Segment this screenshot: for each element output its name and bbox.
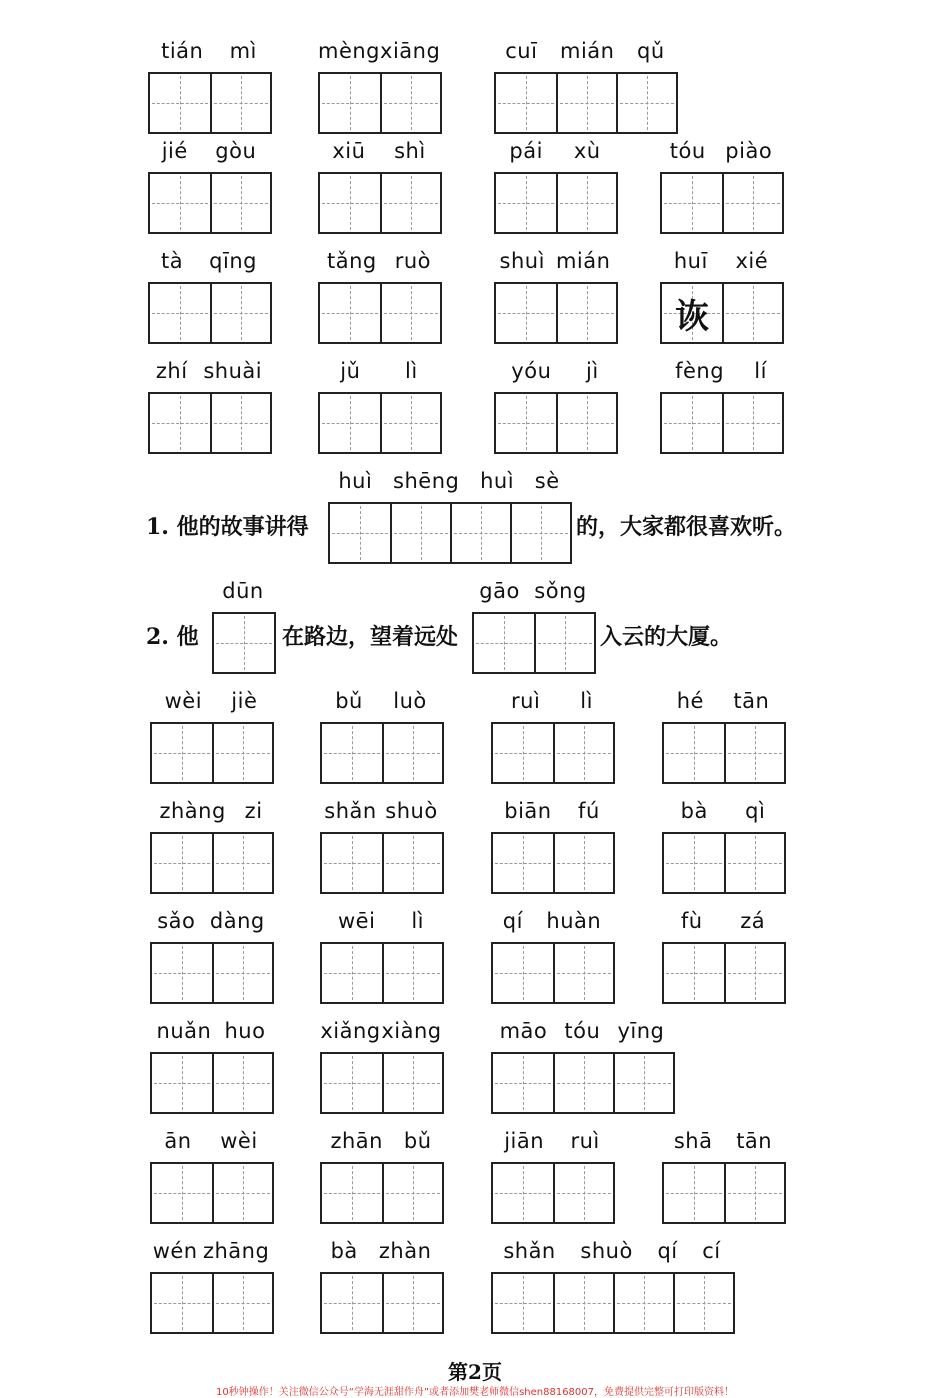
pinyin <box>660 356 782 386</box>
pinyin <box>148 246 270 276</box>
tianzige-cell[interactable] <box>724 944 784 1002</box>
pinyin-syllable: tóu <box>564 1019 601 1043</box>
pinyin-syllable: tān <box>736 1129 773 1153</box>
tianzige-grid <box>660 392 784 454</box>
pinyin-syllable: tǎng <box>326 249 377 273</box>
pinyin-syllable: wèi <box>164 689 203 713</box>
pinyin <box>148 36 270 66</box>
tianzige-cell[interactable] <box>724 834 784 892</box>
pinyin-syllable: sǒng <box>534 579 587 603</box>
pinyin <box>150 1126 272 1156</box>
pinyin-syllable: gāo <box>479 579 520 603</box>
tianzige-cell[interactable] <box>664 834 724 892</box>
pinyin-syllable: xù <box>573 139 601 163</box>
pinyin-syllable: tān <box>733 689 770 713</box>
footer-note: 10秒钟操作！关注微信公众号“学海无涯甜作舟”或者添加樊老师微信shen88168007，免费提供完整可打印版资料！ <box>215 1387 735 1398</box>
tianzige-grid <box>662 942 786 1004</box>
pinyin <box>660 136 782 166</box>
pinyin-syllable: tà <box>161 249 184 273</box>
pinyin-syllable: xiǎng <box>320 1019 381 1043</box>
pinyin-syllable: lì <box>405 359 418 383</box>
tianzige-cell[interactable] <box>212 944 272 1002</box>
tianzige-cell[interactable] <box>212 724 272 782</box>
pinyin-syllable: hé <box>676 689 704 713</box>
tianzige-cell[interactable] <box>613 1274 673 1332</box>
tianzige-grid <box>320 942 444 1004</box>
tianzige-cell[interactable] <box>380 174 440 232</box>
tianzige-cell[interactable] <box>152 834 212 892</box>
tianzige-grid <box>150 1052 274 1114</box>
word-item <box>150 1016 272 1116</box>
tianzige-cell[interactable] <box>510 504 570 562</box>
pinyin <box>494 36 676 66</box>
tianzige-cell[interactable] <box>322 1274 382 1332</box>
pinyin-syllable: qǔ <box>637 39 665 63</box>
tianzige-grid <box>148 392 272 454</box>
tianzige-cell[interactable] <box>150 394 210 452</box>
tianzige-cell[interactable] <box>322 944 382 1002</box>
tianzige-grid <box>318 172 442 234</box>
tianzige-grid <box>660 282 784 344</box>
pinyin-syllable: wēi <box>337 909 376 933</box>
tianzige-cell[interactable] <box>320 174 380 232</box>
sentence-text: 的，大家都很喜欢听。 <box>576 514 797 540</box>
word-item <box>494 36 676 136</box>
word-item <box>472 576 594 676</box>
tianzige-cell[interactable] <box>322 1054 382 1112</box>
pinyin-syllable: jǔ <box>340 359 361 383</box>
pinyin-syllable: huì <box>338 469 373 493</box>
tianzige-cell[interactable] <box>722 284 782 342</box>
pinyin <box>494 356 616 386</box>
tianzige-cell[interactable] <box>380 284 440 342</box>
tianzige-cell[interactable] <box>320 284 380 342</box>
pinyin-syllable: mì <box>229 39 257 63</box>
word-item <box>148 356 270 456</box>
tianzige-grid <box>212 612 276 674</box>
tianzige-cell[interactable] <box>553 1274 613 1332</box>
pinyin-syllable: pái <box>509 139 543 163</box>
tianzige-cell[interactable] <box>212 1274 272 1332</box>
pinyin <box>491 1016 673 1046</box>
word-item <box>660 136 782 236</box>
pinyin-syllable: zhàng <box>159 799 226 823</box>
pinyin-syllable: sǎo <box>157 909 196 933</box>
pinyin-syllable: shā <box>673 1129 713 1153</box>
pinyin <box>662 686 784 716</box>
tianzige-cell[interactable] <box>212 834 272 892</box>
tianzige-cell[interactable] <box>534 614 594 672</box>
sentence-text: 入云的大厦。 <box>600 624 733 650</box>
pinyin-syllable: shǎn <box>503 1239 556 1263</box>
tianzige-cell[interactable] <box>496 284 556 342</box>
pinyin-syllable: lì <box>411 909 425 933</box>
pinyin-syllable: ruò <box>394 249 431 273</box>
pinyin <box>320 686 442 716</box>
tianzige-cell[interactable] <box>322 1164 382 1222</box>
pinyin <box>148 136 270 166</box>
pinyin <box>472 576 594 606</box>
tianzige-grid <box>150 722 274 784</box>
tianzige-cell[interactable] <box>322 834 382 892</box>
word-item <box>662 686 784 786</box>
pinyin <box>320 1016 442 1046</box>
pinyin-syllable: bǔ <box>335 689 363 713</box>
tianzige-cell[interactable] <box>556 74 616 132</box>
tianzige-cell[interactable] <box>496 394 556 452</box>
tianzige-grid <box>148 72 272 134</box>
word-item <box>320 796 442 896</box>
tianzige-cell[interactable] <box>382 834 442 892</box>
filled-character: 诙 <box>675 296 709 337</box>
tianzige-cell[interactable] <box>210 174 270 232</box>
tianzige-grid <box>494 392 618 454</box>
pinyin-syllable: qí <box>657 1239 678 1263</box>
pinyin-syllable: xiàng <box>381 1019 442 1043</box>
pinyin <box>212 576 274 606</box>
tianzige-cell[interactable] <box>212 1164 272 1222</box>
pinyin <box>320 796 442 826</box>
word-item <box>150 796 272 896</box>
pinyin-syllable: qí <box>502 909 523 933</box>
tianzige-cell[interactable] <box>493 1054 553 1112</box>
tianzige-grid <box>494 72 678 134</box>
pinyin-syllable: huo <box>224 1019 266 1043</box>
pinyin <box>148 356 270 386</box>
sentence-text: 2. 他 <box>146 624 199 650</box>
pinyin <box>328 466 570 496</box>
word-item <box>150 906 272 1006</box>
tianzige-grid <box>320 832 444 894</box>
pinyin <box>318 246 440 276</box>
tianzige-cell[interactable] <box>724 1164 784 1222</box>
tianzige-cell[interactable] <box>664 1164 724 1222</box>
pinyin-syllable: shuì <box>499 249 545 273</box>
tianzige-grid <box>491 1272 735 1334</box>
word-item <box>318 36 440 136</box>
tianzige-grid <box>318 72 442 134</box>
pinyin <box>662 906 784 936</box>
tianzige-cell[interactable] <box>152 1164 212 1222</box>
pinyin-syllable: jì <box>586 359 599 383</box>
word-item <box>212 576 274 676</box>
tianzige-grid <box>150 942 274 1004</box>
tianzige-cell[interactable] <box>474 614 534 672</box>
word-item <box>491 1236 733 1336</box>
word-item <box>494 246 616 346</box>
pinyin <box>494 136 616 166</box>
tianzige-grid <box>320 1162 444 1224</box>
tianzige-cell[interactable] <box>152 1274 212 1332</box>
tianzige-cell[interactable] <box>493 724 553 782</box>
tianzige-cell[interactable] <box>722 394 782 452</box>
pinyin <box>150 796 272 826</box>
pinyin-syllable: shǎn <box>324 799 377 823</box>
pinyin-syllable: qīng <box>209 249 257 273</box>
pinyin-syllable: xiū <box>332 139 366 163</box>
word-item <box>491 906 613 1006</box>
pinyin-syllable: zhāng <box>202 1239 270 1263</box>
word-item <box>150 1236 272 1336</box>
tianzige-grid <box>320 722 444 784</box>
word-item <box>660 246 782 346</box>
word-item <box>320 1126 442 1226</box>
tianzige-grid <box>491 942 615 1004</box>
tianzige-cell[interactable] <box>496 74 556 132</box>
tianzige-cell[interactable] <box>496 174 556 232</box>
tianzige-cell[interactable] <box>556 174 616 232</box>
tianzige-cell[interactable] <box>152 944 212 1002</box>
pinyin <box>150 1016 272 1046</box>
tianzige-cell[interactable] <box>662 284 722 342</box>
tianzige-cell[interactable] <box>553 834 613 892</box>
tianzige-cell[interactable] <box>493 834 553 892</box>
tianzige-grid <box>491 722 615 784</box>
pinyin <box>494 246 616 276</box>
pinyin-syllable: biān <box>504 799 552 823</box>
word-item <box>491 1126 613 1226</box>
pinyin-syllable: sè <box>534 469 560 493</box>
tianzige-cell[interactable] <box>613 1054 673 1112</box>
pinyin <box>320 906 442 936</box>
tianzige-cell[interactable] <box>664 724 724 782</box>
pinyin <box>320 1126 442 1156</box>
word-item <box>318 356 440 456</box>
pinyin-syllable: tián <box>161 39 204 63</box>
tianzige-grid <box>472 612 596 674</box>
tianzige-cell[interactable] <box>664 944 724 1002</box>
pinyin-syllable: shuò <box>580 1239 633 1263</box>
tianzige-cell[interactable] <box>382 944 442 1002</box>
tianzige-grid <box>494 172 618 234</box>
word-item <box>148 246 270 346</box>
tianzige-cell[interactable] <box>210 74 270 132</box>
pinyin <box>662 796 784 826</box>
tianzige-grid <box>318 282 442 344</box>
tianzige-cell[interactable] <box>320 394 380 452</box>
tianzige-cell[interactable] <box>616 74 676 132</box>
tianzige-grid <box>494 282 618 344</box>
pinyin-syllable: nuǎn <box>156 1019 212 1043</box>
tianzige-cell[interactable] <box>553 1164 613 1222</box>
tianzige-cell[interactable] <box>673 1274 733 1332</box>
pinyin-syllable: mèng <box>318 39 381 63</box>
tianzige-cell[interactable] <box>382 1164 442 1222</box>
pinyin-syllable: zhān <box>330 1129 383 1153</box>
pinyin-syllable: dūn <box>222 579 264 603</box>
pinyin-syllable: cuī <box>505 39 538 63</box>
pinyin-syllable: shuò <box>385 799 438 823</box>
word-item <box>491 796 613 896</box>
pinyin-syllable: huì <box>480 469 515 493</box>
tianzige-cell[interactable] <box>556 394 616 452</box>
tianzige-cell[interactable] <box>553 1054 613 1112</box>
pinyin <box>662 1126 784 1156</box>
tianzige-cell[interactable] <box>330 504 390 562</box>
word-item <box>494 356 616 456</box>
pinyin <box>318 136 440 166</box>
tianzige-cell[interactable] <box>553 944 613 1002</box>
pinyin-syllable: wèi <box>220 1129 258 1153</box>
tianzige-cell[interactable] <box>724 724 784 782</box>
tianzige-cell[interactable] <box>556 284 616 342</box>
tianzige-grid <box>491 1162 615 1224</box>
pinyin <box>318 36 440 66</box>
tianzige-cell[interactable] <box>662 394 722 452</box>
word-item <box>150 1126 272 1226</box>
tianzige-cell[interactable] <box>150 74 210 132</box>
pinyin-syllable: fù <box>680 909 703 933</box>
tianzige-cell[interactable] <box>212 1054 272 1112</box>
pinyin-syllable: lí <box>754 359 767 383</box>
tianzige-cell[interactable] <box>210 394 270 452</box>
pinyin-syllable: piào <box>725 139 773 163</box>
pinyin-syllable: shuài <box>203 359 263 383</box>
pinyin-syllable: ruì <box>570 1129 600 1153</box>
pinyin-syllable: zhí <box>155 359 188 383</box>
word-item <box>150 686 272 786</box>
tianzige-grid <box>320 1272 444 1334</box>
pinyin-syllable: huàn <box>546 909 602 933</box>
tianzige-cell[interactable] <box>382 1054 442 1112</box>
pinyin-syllable: xiāng <box>380 39 441 63</box>
tianzige-cell[interactable] <box>382 724 442 782</box>
pinyin-syllable: mián <box>555 249 611 273</box>
pinyin-syllable: jiān <box>504 1129 545 1153</box>
pinyin <box>150 686 272 716</box>
pinyin-syllable: shì <box>394 139 426 163</box>
pinyin <box>660 246 782 276</box>
word-item <box>660 356 782 456</box>
sentence-text: 1. 他的故事讲得 <box>146 514 309 540</box>
word-item <box>328 466 570 566</box>
pinyin-syllable: gòu <box>215 139 257 163</box>
pinyin-syllable: ān <box>164 1129 192 1153</box>
tianzige-cell[interactable] <box>390 504 450 562</box>
word-item <box>491 1016 673 1116</box>
tianzige-cell[interactable] <box>150 284 210 342</box>
tianzige-grid <box>328 502 572 564</box>
pinyin-syllable: xié <box>735 249 769 273</box>
tianzige-cell[interactable] <box>493 944 553 1002</box>
pinyin-syllable: cí <box>702 1239 721 1263</box>
tianzige-grid <box>660 172 784 234</box>
tianzige-cell[interactable] <box>380 394 440 452</box>
pinyin-syllable: jiè <box>231 689 258 713</box>
pinyin <box>318 356 440 386</box>
tianzige-grid <box>491 832 615 894</box>
pinyin-syllable: bà <box>330 1239 358 1263</box>
word-item <box>320 686 442 786</box>
pinyin-syllable: tóu <box>669 139 706 163</box>
word-item <box>318 246 440 346</box>
tianzige-grid <box>662 832 786 894</box>
tianzige-cell[interactable] <box>214 614 274 672</box>
tianzige-cell[interactable] <box>450 504 510 562</box>
pinyin <box>320 1236 442 1266</box>
pinyin-syllable: māo <box>499 1019 548 1043</box>
word-item <box>491 686 613 786</box>
pinyin <box>491 686 613 716</box>
pinyin-syllable: mián <box>560 39 615 63</box>
word-item <box>320 1016 442 1116</box>
tianzige-cell[interactable] <box>493 1274 553 1332</box>
tianzige-cell[interactable] <box>553 724 613 782</box>
tianzige-grid <box>148 172 272 234</box>
word-item <box>662 906 784 1006</box>
pinyin-syllable: yīng <box>617 1019 665 1043</box>
tianzige-grid <box>150 1272 274 1334</box>
tianzige-cell[interactable] <box>320 74 380 132</box>
pinyin <box>491 1126 613 1156</box>
tianzige-grid <box>148 282 272 344</box>
tianzige-grid <box>318 392 442 454</box>
tianzige-cell[interactable] <box>322 724 382 782</box>
pinyin-syllable: fú <box>578 799 600 823</box>
word-item <box>320 1236 442 1336</box>
pinyin-syllable: wén <box>152 1239 198 1263</box>
pinyin-syllable: zi <box>244 799 263 823</box>
tianzige-grid <box>320 1052 444 1114</box>
pinyin-syllable: jié <box>161 139 188 163</box>
pinyin-syllable: yóu <box>511 359 552 383</box>
tianzige-cell[interactable] <box>382 1274 442 1332</box>
pinyin <box>150 906 272 936</box>
tianzige-grid <box>662 1162 786 1224</box>
pinyin-syllable: lì <box>580 689 593 713</box>
word-item <box>148 36 270 136</box>
tianzige-grid <box>150 1162 274 1224</box>
pinyin-syllable: zhàn <box>378 1239 432 1263</box>
word-item <box>662 1126 784 1226</box>
page-number: 第2页 <box>448 1360 502 1384</box>
word-item <box>148 136 270 236</box>
pinyin-syllable: shēng <box>393 469 460 493</box>
pinyin-syllable: huī <box>673 249 708 273</box>
pinyin <box>491 1236 733 1266</box>
pinyin <box>150 1236 272 1266</box>
pinyin-syllable: luò <box>393 689 427 713</box>
tianzige-grid <box>662 722 786 784</box>
tianzige-cell[interactable] <box>150 174 210 232</box>
tianzige-cell[interactable] <box>210 284 270 342</box>
pinyin <box>491 906 613 936</box>
word-item <box>494 136 616 236</box>
tianzige-cell[interactable] <box>152 1054 212 1112</box>
pinyin-syllable: ruì <box>511 689 541 713</box>
pinyin-syllable: fèng <box>675 359 725 383</box>
word-item <box>662 796 784 896</box>
sentence-text: 在路边，望着远处 <box>282 624 459 650</box>
tianzige-cell[interactable] <box>380 74 440 132</box>
pinyin-syllable: bǔ <box>403 1129 432 1153</box>
tianzige-cell[interactable] <box>722 174 782 232</box>
tianzige-cell[interactable] <box>662 174 722 232</box>
tianzige-grid <box>491 1052 675 1114</box>
pinyin-syllable: dàng <box>209 909 265 933</box>
tianzige-grid <box>150 832 274 894</box>
word-item <box>320 906 442 1006</box>
word-item <box>318 136 440 236</box>
tianzige-cell[interactable] <box>152 724 212 782</box>
pinyin <box>491 796 613 826</box>
tianzige-cell[interactable] <box>493 1164 553 1222</box>
pinyin-syllable: bà <box>680 799 708 823</box>
pinyin-syllable: zá <box>740 909 766 933</box>
pinyin-syllable: qì <box>745 799 766 823</box>
